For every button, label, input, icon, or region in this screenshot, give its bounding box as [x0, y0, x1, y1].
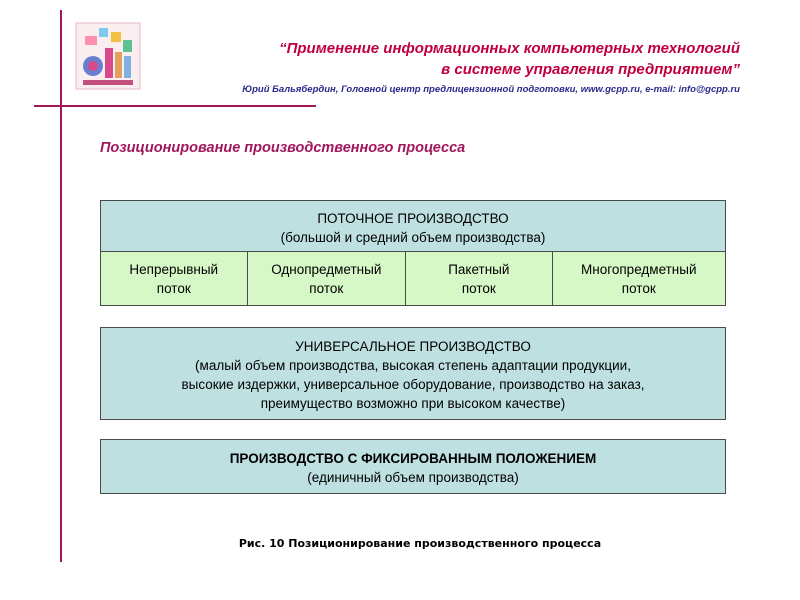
vertical-divider [60, 10, 62, 562]
fixed-production-description: (единичный объем производства) [307, 470, 519, 485]
flow-production-heading: ПОТОЧНОЕ ПРОИЗВОДСТВО [317, 211, 509, 226]
title-line-2: в системе управления предприятием” [441, 61, 740, 78]
title-line-1: “Применение информационных компьютерных технологий [279, 40, 740, 57]
flow-type-continuous: Непрерывный поток [101, 252, 248, 305]
author-line: Юрий Бальябердин, Головной центр предлицензионной подготовки, www.gcpp.ru, e-mail: info@gcpp.ru [242, 84, 740, 95]
figure-caption: Рис. 10 Позиционирование производственного процесса [238, 537, 602, 550]
universal-production-heading: УНИВЕРСАЛЬНОЕ ПРОИЗВОДСТВО [295, 339, 531, 354]
flow-production-box [100, 200, 726, 252]
universal-production-box [100, 327, 726, 420]
flow-production-description: (большой и средний объем производства) [280, 230, 546, 245]
flow-types-row [100, 252, 726, 306]
fixed-position-production-box [100, 439, 726, 494]
universal-production-line-1: (малый объем производства, высокая степень адаптации продукции, [195, 358, 631, 373]
flow-type-multi-item: Многопредметный поток [553, 252, 725, 305]
slide-subtitle: Позиционирование производственного процесса [100, 140, 466, 156]
flow-type-single-item: Однопредметный поток [248, 252, 407, 305]
horizontal-divider [34, 105, 316, 107]
fixed-production-heading: ПРОИЗВОДСТВО С ФИКСИРОВАННЫМ ПОЛОЖЕНИЕМ [229, 451, 597, 466]
flow-type-batch: Пакетный поток [406, 252, 553, 305]
universal-production-line-3: преимущество возможно при высоком качестве) [260, 396, 566, 411]
presentation-title [120, 38, 740, 80]
universal-production-line-2: высокие издержки, универсальное оборудование, производство на заказ, [181, 377, 645, 392]
